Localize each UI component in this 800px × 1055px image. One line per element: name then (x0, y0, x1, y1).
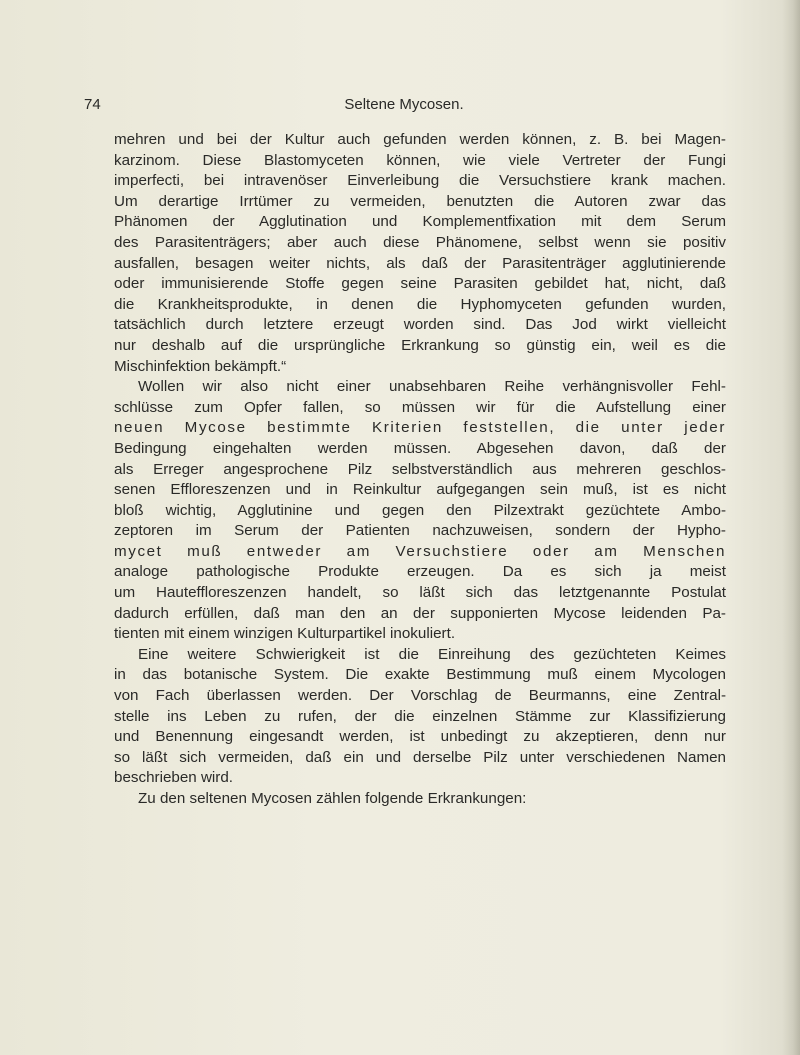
text-line: in das botanische System. Die exakte Bestimmung muß einem Mycologen (114, 666, 726, 684)
text-line: und Benennung eingesandt werden, ist unbedingt zu akzeptieren, denn nur (114, 728, 726, 746)
text-line: senen Effloreszenzen und in Reinkultur aufgegangen sein muß, ist es nicht (114, 481, 726, 499)
text-line: bloß wichtig, Agglutinine und gegen den Pilzextrakt gezüchtete Ambo- (114, 501, 726, 519)
running-title: Seltene Mycosen. (344, 96, 464, 113)
text-line: Um derartige Irrtümer zu vermeiden, benutzten die Autoren zwar das (114, 192, 726, 210)
page-number: 74 (84, 96, 101, 113)
text-line: des Parasitenträgers; aber auch diese Phänomene, selbst wenn sie positiv (114, 233, 726, 251)
text-line: um Hauteffloreszenzen handelt, so läßt sich das letztgenannte Postulat (114, 584, 726, 602)
text-line: Wollen wir also nicht einer unabsehbaren Reihe verhängnisvoller Fehl- (138, 378, 726, 396)
text-line: stelle ins Leben zu rufen, der die einzelnen Stämme zur Klassifizierung (114, 707, 726, 725)
text-line: neuen Mycose bestimmte Kriterien feststellen, die unter jeder (114, 419, 726, 437)
text-line: imperfecti, bei intravenöser Einverleibung die Versuchstiere krank machen. (114, 172, 726, 190)
text-line: zeptoren im Serum der Patienten nachzuweisen, sondern der Hypho- (114, 522, 726, 540)
text-line: beschrieben wird. (114, 769, 234, 787)
text-line: karzinom. Diese Blastomyceten können, wie viele Vertreter der Fungi (114, 151, 726, 169)
text-line: dadurch erfüllen, daß man den an der supponierten Mycose leidenden Pa- (114, 604, 726, 622)
text-line: die Krankheitsprodukte, in denen die Hyphomyceten gefunden wurden, (114, 295, 726, 313)
paragraph (114, 130, 726, 377)
paragraph (114, 789, 726, 810)
text-line: als Erreger angesprochene Pilz selbstverständlich aus mehreren geschlos- (114, 460, 726, 478)
paragraph (114, 377, 726, 645)
text-line: ausfallen, besagen weiter nichts, als daß der Parasitenträger agglutinierende (114, 254, 726, 272)
text-line: Bedingung eingehalten werden müssen. Abgesehen davon, daß der (114, 439, 726, 457)
text-line: Zu den seltenen Mycosen zählen folgende Erkrankungen: (138, 790, 527, 807)
paragraph (114, 645, 726, 789)
text-line: analoge pathologische Produkte erzeugen. Da es sich ja meist (114, 563, 726, 581)
text-line: Phänomen der Agglutination und Komplementfixation mit dem Serum (114, 213, 726, 231)
page-edge-shadow (782, 0, 800, 1055)
text-line: oder immunisierende Stoffe gegen seine Parasiten gebildet hat, nicht, daß (114, 275, 726, 293)
text-line: von Fach überlassen werden. Der Vorschlag de Beurmanns, eine Zentral- (114, 687, 726, 705)
text-line: so läßt sich vermeiden, daß ein und derselbe Pilz unter verschiedenen Namen (114, 748, 726, 766)
text-line: Mischinfektion bekämpft.“ (114, 357, 287, 375)
text-line: tienten mit einem winzigen Kulturpartikel inokuliert. (114, 625, 456, 643)
text-line: nur deshalb auf die ursprüngliche Erkrankung so günstig ein, weil es die (114, 336, 726, 354)
text-line: tatsächlich durch letztere erzeugt worden sind. Das Jod wirkt vielleicht (114, 316, 726, 334)
text-line: mycet muß entweder am Versuchstiere oder am Menschen (114, 542, 726, 560)
body-text (114, 130, 726, 810)
text-line: schlüsse zum Opfer fallen, so müssen wir für die Aufstellung einer (114, 398, 726, 416)
text-line: mehren und bei der Kultur auch gefunden werden können, z. B. bei Magen- (114, 131, 726, 148)
page-header (84, 96, 724, 120)
text-line: Eine weitere Schwierigkeit ist die Einreihung des gezüchteten Keimes (138, 645, 726, 663)
